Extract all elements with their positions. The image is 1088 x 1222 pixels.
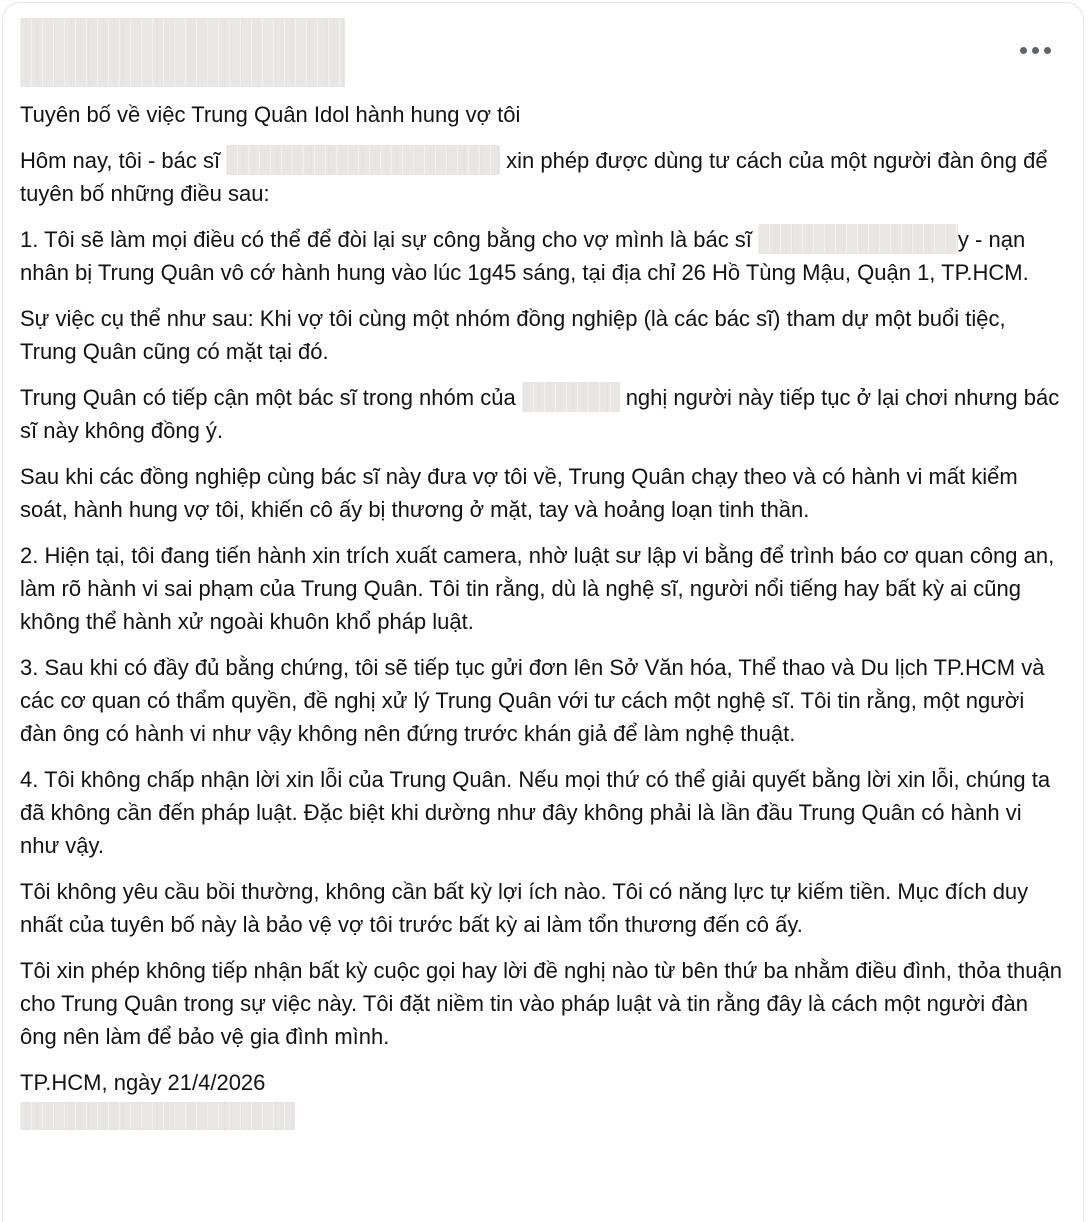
paragraph-claim-1 [20, 223, 1066, 289]
more-options-button[interactable] [1012, 39, 1059, 62]
wife-name-redaction [758, 224, 958, 254]
doctor-name-redaction [226, 145, 500, 175]
post-dateline: TP.HCM, ngày 21/4/2026 [20, 1070, 266, 1095]
paragraph-claim-2: 2. Hiện tại, tôi đang tiến hành xin trích xuất camera, nhờ luật sư lập vi bằng để trình báo cơ quan công an, làm rõ hành vi sai phạm của Trung Quân. Tôi tin rằng, dù là nghệ sĩ, người nổi tiếng hay bất kỳ ai cũng không thể hành xử ngoài khuôn khổ pháp luật. [20, 543, 1055, 634]
paragraph-intro-post: xin phép được dùng tư cách của một người đàn ông để tuyên bố những điều sau: [20, 148, 1048, 206]
group-name-redaction [522, 382, 620, 412]
paragraph-approach-pre: Trung Quân có tiếp cận một bác sĩ trong nhóm của [20, 385, 516, 410]
paragraph-claim-1-post: y - nạn nhân bị Trung Quân vô cớ hành hung vào lúc 1g45 sáng, tại địa chỉ 26 Hồ Tùng Mậu, Quận 1, TP.HCM. [20, 227, 1029, 285]
paragraph-claim-4: 4. Tôi không chấp nhận lời xin lỗi của Trung Quân. Nếu mọi thứ có thể giải quyết bằng lời xin lỗi, chúng ta đã không cần đến pháp luật. Đặc biệt khi dường như đây không phải là lần đầu Trung Quân có hành vi như vậy. [20, 767, 1051, 858]
more-options-icon [1020, 47, 1051, 54]
paragraph-approach-post: nghị người này tiếp tục ở lại chơi nhưng bác sĩ này không đồng ý. [20, 385, 1060, 443]
paragraph-approach [20, 381, 1066, 447]
post-card [2, 2, 1084, 1222]
author-name-redaction [20, 18, 345, 87]
signature-redaction [20, 1102, 295, 1130]
post-title: Tuyên bố về việc Trung Quân Idol hành hung vợ tôi [20, 102, 521, 127]
paragraph-intro-pre: Hôm nay, tôi - bác sĩ [20, 148, 221, 173]
paragraph-no-compensation: Tôi không yêu cầu bồi thường, không cần bất kỳ lợi ích nào. Tôi có năng lực tự kiếm tiền. Mục đích duy nhất của tuyên bố này là bảo vệ vợ tôi trước bất kỳ ai làm tổn thương đến cô ấy. [20, 879, 1029, 937]
paragraph-claim-1-pre: 1. Tôi sẽ làm mọi điều có thể để đòi lại sự công bằng cho vợ mình là bác sĩ [20, 227, 752, 252]
paragraph-claim-3: 3. Sau khi có đầy đủ bằng chứng, tôi sẽ tiếp tục gửi đơn lên Sở Văn hóa, Thể thao và Du lịch TP.HCM và các cơ quan có thẩm quyền, đề nghị xử lý Trung Quân với tư cách một nghệ sĩ. Tôi tin rằng, một người đàn ông có hành vi như vậy không nên đứng trước khán giả để làm nghệ thuật. [20, 655, 1045, 746]
paragraph-intro [20, 144, 1066, 210]
paragraph-no-mediation: Tôi xin phép không tiếp nhận bất kỳ cuộc gọi hay lời đề nghị nào từ bên thứ ba nhằm điều đình, thỏa thuận cho Trung Quân trong sự việc này. Tôi đặt niềm tin vào pháp luật và tin rằng đây là cách một người đàn ông nên làm để bảo vệ gia đình mình. [20, 958, 1062, 1049]
paragraph-incident: Sự việc cụ thể như sau: Khi vợ tôi cùng một nhóm đồng nghiệp (là các bác sĩ) tham dự một buổi tiệc, Trung Quân cũng có mặt tại đó. [20, 306, 1006, 364]
paragraph-assault: Sau khi các đồng nghiệp cùng bác sĩ này đưa vợ tôi về, Trung Quân chạy theo và có hành vi mất kiểm soát, hành hung vợ tôi, khiến cô ấy bị thương ở mặt, tay và hoảng loạn tinh thần. [20, 464, 1018, 522]
